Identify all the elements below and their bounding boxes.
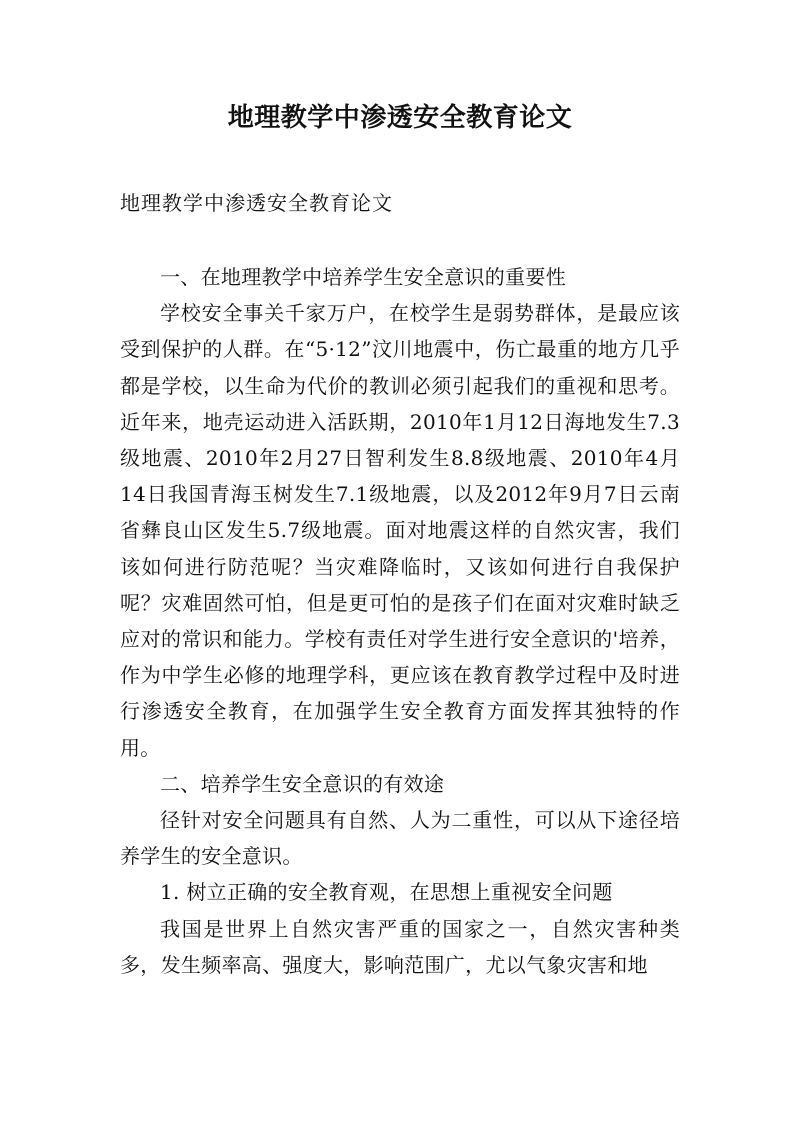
document-title: 地理教学中渗透安全教育论文 bbox=[227, 103, 573, 133]
document-subtitle: 地理教学中渗透安全教育论文 bbox=[120, 191, 393, 215]
paragraph-dual-nature: 径针对安全问题具有自然、人为二重性，可以从下途径培养学生的安全意识。 bbox=[120, 808, 680, 869]
paragraph-natural-disasters: 我国是世界上自然灾害严重的国家之一，自然灾害种类多，发生频率高、强度大，影响范围广，尤以气象灾害和地 bbox=[120, 916, 680, 977]
document-body bbox=[120, 259, 680, 983]
subsection-heading-education-view: 1. 树立正确的安全教育观，在思想上重视安全问题 bbox=[160, 880, 613, 905]
section-heading-effective-ways: 二、培养学生安全意识的有效途 bbox=[160, 771, 445, 796]
paragraph-school-safety: 学校安全事关千家万户，在校学生是弱势群体，是最应该受到保护的人群。在“5·12”汶川地震中，伤亡最重的地方几乎都是学校，以生命为代价的教训必须引起我们的重视和思考。近年来，地壳运动进入活跃期，2010年1月12日海地发生7.3级地震、2010年2月27日智利发生8.8级地震、2010年4月14日我国青海玉树发生7.1级地震，以及2012年9月7日云南省彝良山区发生5.7级地震。面对地震这样的自然灾害，我们该如何进行防范呢？当灾难降临时，又该如何进行自我保护呢？灾难固然可怕，但是更可怕的是孩子们在面对灾难时缺乏应对的常识和能力。学校有责任对学生进行安全意识的'培养，作为中学生必修的地理学科，更应该在教育教学过程中及时进行渗透安全教育，在加强学生安全教育方面发挥其独特的作用。 bbox=[120, 301, 680, 760]
section-heading-importance: 一、在地理教学中培养学生安全意识的重要性 bbox=[160, 265, 566, 289]
